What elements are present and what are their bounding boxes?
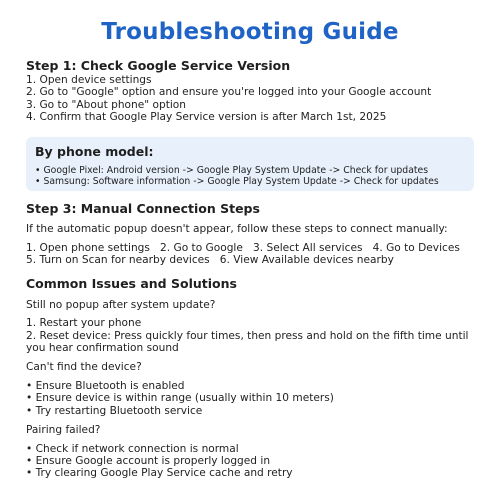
page-title: Troubleshooting Guide: [101, 19, 399, 45]
question-no-popup: Still no popup after system update?: [26, 298, 216, 311]
list-item: • Ensure Bluetooth is enabled: [26, 379, 185, 392]
list-item: • Ensure Google account is properly logged in: [26, 454, 271, 467]
step3-intro: [26, 223, 474, 235]
steps-line: 1. Open phone settings 2. Go to Google 3. Select All services 4. Go to Devices: [26, 242, 460, 255]
list-item: 2. Reset device: Press quickly four times, then press and hold on the fifth time until you hear confirmation sound: [26, 329, 469, 355]
list-item: • Samsung: Software information -> Google Play System Update -> Check for updates: [35, 176, 439, 188]
phone-model-box: [26, 137, 474, 191]
list-item: 1. Open device settings: [26, 74, 152, 86]
phone-model-heading: By phone model:: [35, 143, 154, 159]
list-item: • Check if network connection is normal: [26, 442, 239, 455]
step3-heading: Step 3: Manual Connection Steps: [26, 200, 260, 216]
intro-text: If the automatic popup doesn't appear, follow these steps to connect manually:: [26, 222, 448, 235]
list-item: 2. Go to "Google" option and ensure you're logged into your Google account: [26, 86, 432, 99]
steps-line: 5. Turn on Scan for nearby devices 6. View Available devices nearby: [26, 254, 394, 267]
question-pairing-failed: Pairing failed?: [26, 424, 101, 437]
step1-list: [26, 74, 474, 124]
list-item: • Try restarting Bluetooth service: [26, 404, 203, 417]
list-item: • Ensure device is within range (usually within 10 meters): [26, 392, 334, 405]
step1-heading: Step 1: Check Google Service Version: [26, 58, 291, 73]
pairing-failed-list: [26, 443, 474, 480]
common-issues-heading: Common Issues and Solutions: [26, 275, 237, 291]
list-item: • Try clearing Google Play Service cache and retry: [26, 467, 293, 480]
question-cant-find: Can't find the device?: [26, 361, 142, 374]
list-item: • Google Pixel: Android version -> Google Play System Update -> Check for updates: [35, 164, 429, 176]
list-item: 3. Go to "About phone" option: [26, 98, 186, 111]
list-item: 1. Restart your phone: [26, 317, 142, 330]
list-item: 4. Confirm that Google Play Service version is after March 1st, 2025: [26, 111, 387, 124]
cant-find-list: [26, 380, 474, 417]
step3-steps: [26, 242, 474, 267]
no-popup-list: [26, 317, 474, 354]
